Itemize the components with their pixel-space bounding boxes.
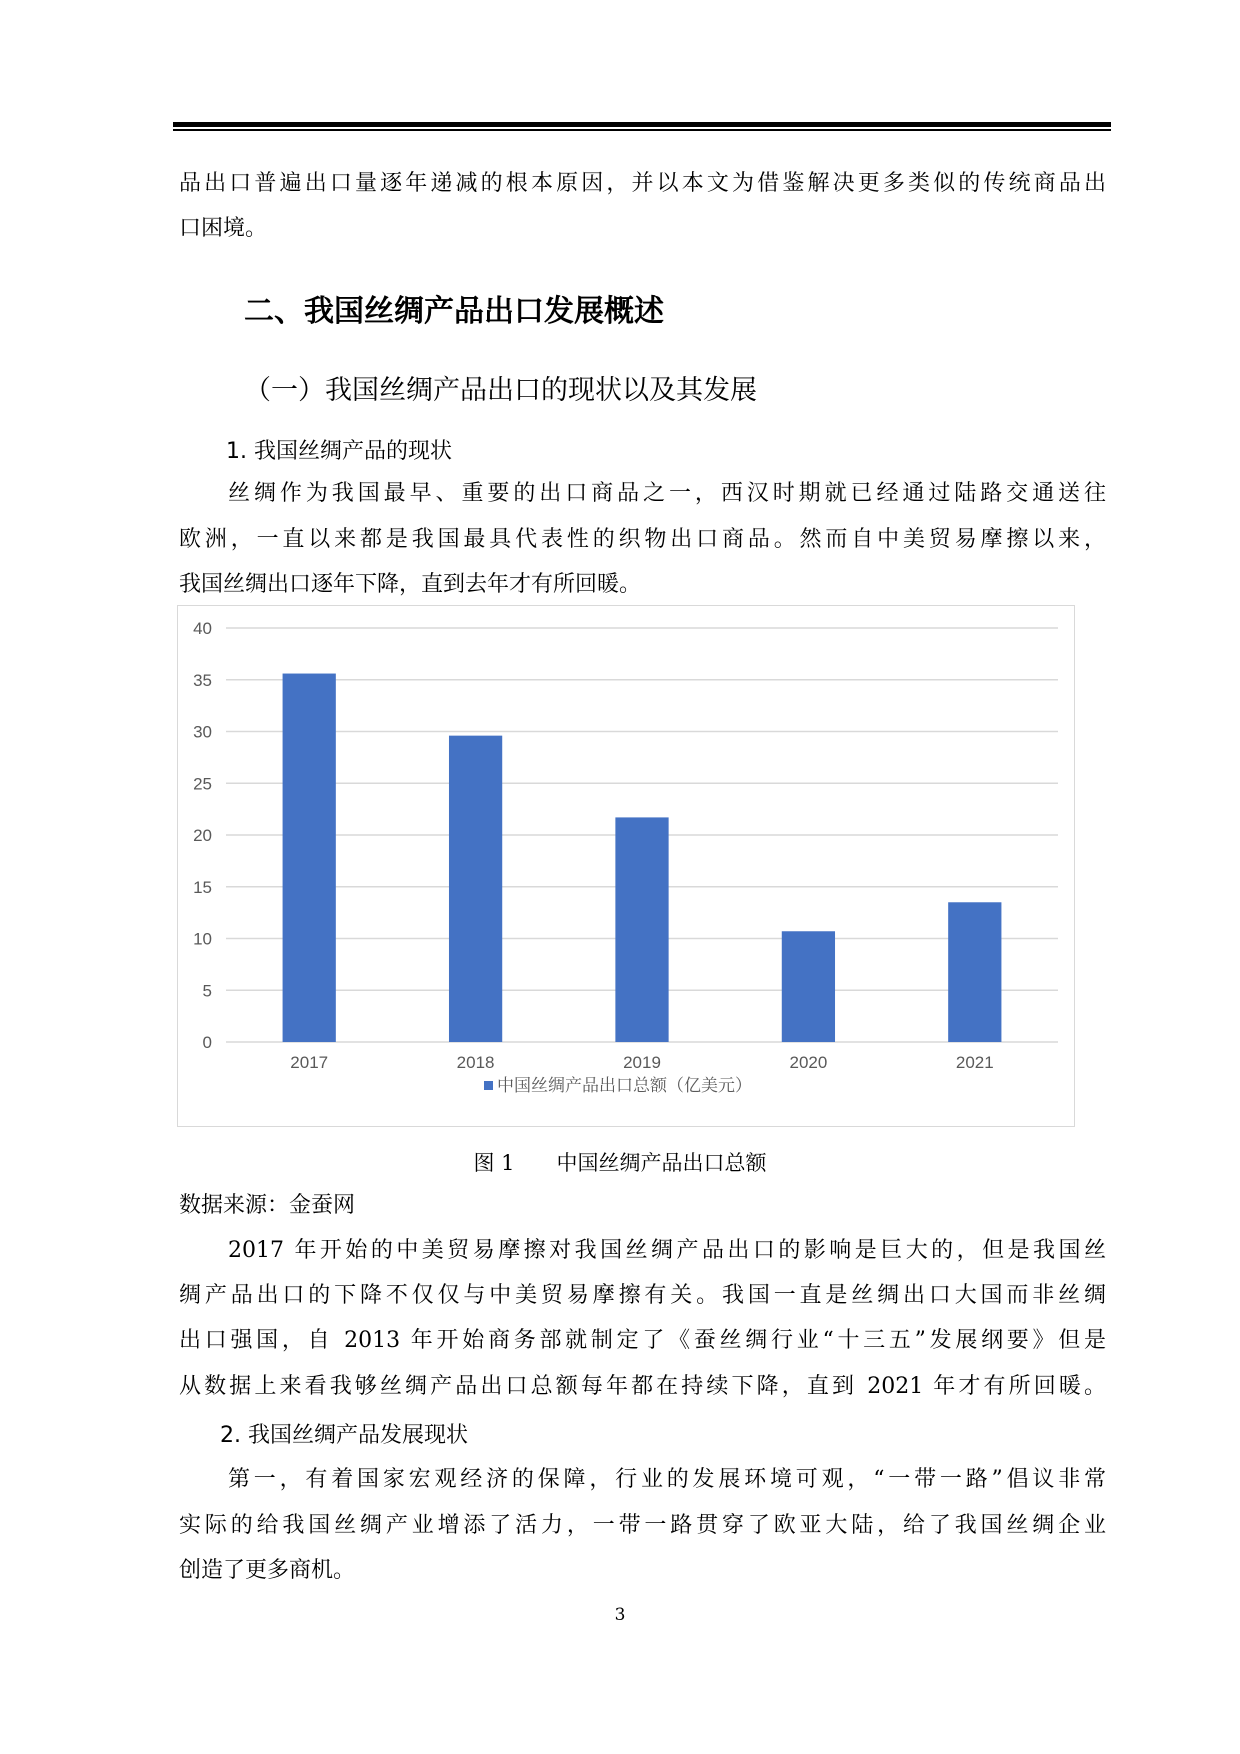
bar-2021 [948,902,1001,1042]
y-tick-label: 0 [202,1033,212,1052]
paragraph-line: 品出口普遍出口量逐年递减的根本原因，并以本文为借鉴解决更多类似的传统商品出 [179,171,1106,196]
x-tick-label: 2020 [789,1053,828,1072]
paragraph-line: 第一，有着国家宏观经济的保障，行业的发展环境可观，“一带一路”倡议非常 [228,1467,1106,1492]
bar-2017 [283,674,336,1042]
paragraph-line: 欧洲，一直以来都是我国最具代表性的织物出口商品。然而自中美贸易摩擦以来， [179,527,1106,552]
page-number: 3 [614,1605,626,1625]
y-tick-label: 40 [193,619,212,638]
bar-2018 [449,736,502,1042]
figure-caption: 图 1 中国丝绸产品出口总额 [473,1151,767,1175]
paragraph-line: 创造了更多商机。 [179,1558,356,1583]
paragraph-line: 实际的给我国丝绸产业增添了活力，一带一路贯穿了欧亚大陆，给了我国丝绸企业 [179,1513,1106,1538]
x-tick-label: 2019 [623,1053,661,1072]
y-tick-label: 10 [193,929,212,949]
y-tick-label: 20 [193,826,212,845]
header-rule-thin [173,129,1111,131]
paragraph-line: 我国丝绸出口逐年下降，直到去年才有所回暖。 [179,572,642,597]
paragraph-line: 2017 年开始的中美贸易摩擦对我国丝绸产品出口的影响是巨大的，但是我国丝 [228,1238,1106,1263]
paragraph-line: 口困境。 [179,216,268,241]
legend-label: 中国丝绸产品出口总额（亿美元） [497,1076,752,1096]
paragraph-line: 从数据上来看我够丝绸产品出口总额每年都在持续下降，直到 2021 年才有所回暖。 [179,1374,1106,1399]
x-tick-label: 2021 [955,1053,994,1072]
paragraph-line: 绸产品出口的下降不仅仅与中美贸易摩擦有关。我国一直是丝绸出口大国而非丝绸 [179,1283,1106,1308]
section-heading: 二、我国丝绸产品出口发展概述 [244,294,664,329]
sub-subsection-heading: 1. 我国丝绸产品的现状 [226,439,452,464]
paragraph-line: 出口强国，自 2013 年开始商务部就制定了《蚕丝绸行业“十三五”发展纲要》但是 [179,1328,1106,1353]
x-tick-label: 2018 [456,1053,495,1072]
paragraph-line: 丝绸作为我国最早、重要的出口商品之一，西汉时期就已经通过陆路交通送往 [228,481,1106,506]
y-tick-label: 15 [193,877,212,897]
bar-chart [177,605,1075,1127]
subsection-heading: （一）我国丝绸产品出口的现状以及其发展 [244,375,757,406]
y-tick-label: 5 [202,981,212,1001]
data-source: 数据来源：金蚕网 [179,1193,356,1218]
bar-2019 [615,817,668,1042]
x-tick-label: 2017 [290,1053,329,1072]
legend-swatch [484,1081,493,1090]
y-tick-label: 30 [193,722,212,742]
bar-2020 [782,931,835,1042]
y-tick-label: 35 [193,670,212,690]
y-tick-label: 25 [193,774,212,794]
sub-subsection-heading: 2. 我国丝绸产品发展现状 [220,1423,468,1448]
header-rule [173,122,1111,127]
